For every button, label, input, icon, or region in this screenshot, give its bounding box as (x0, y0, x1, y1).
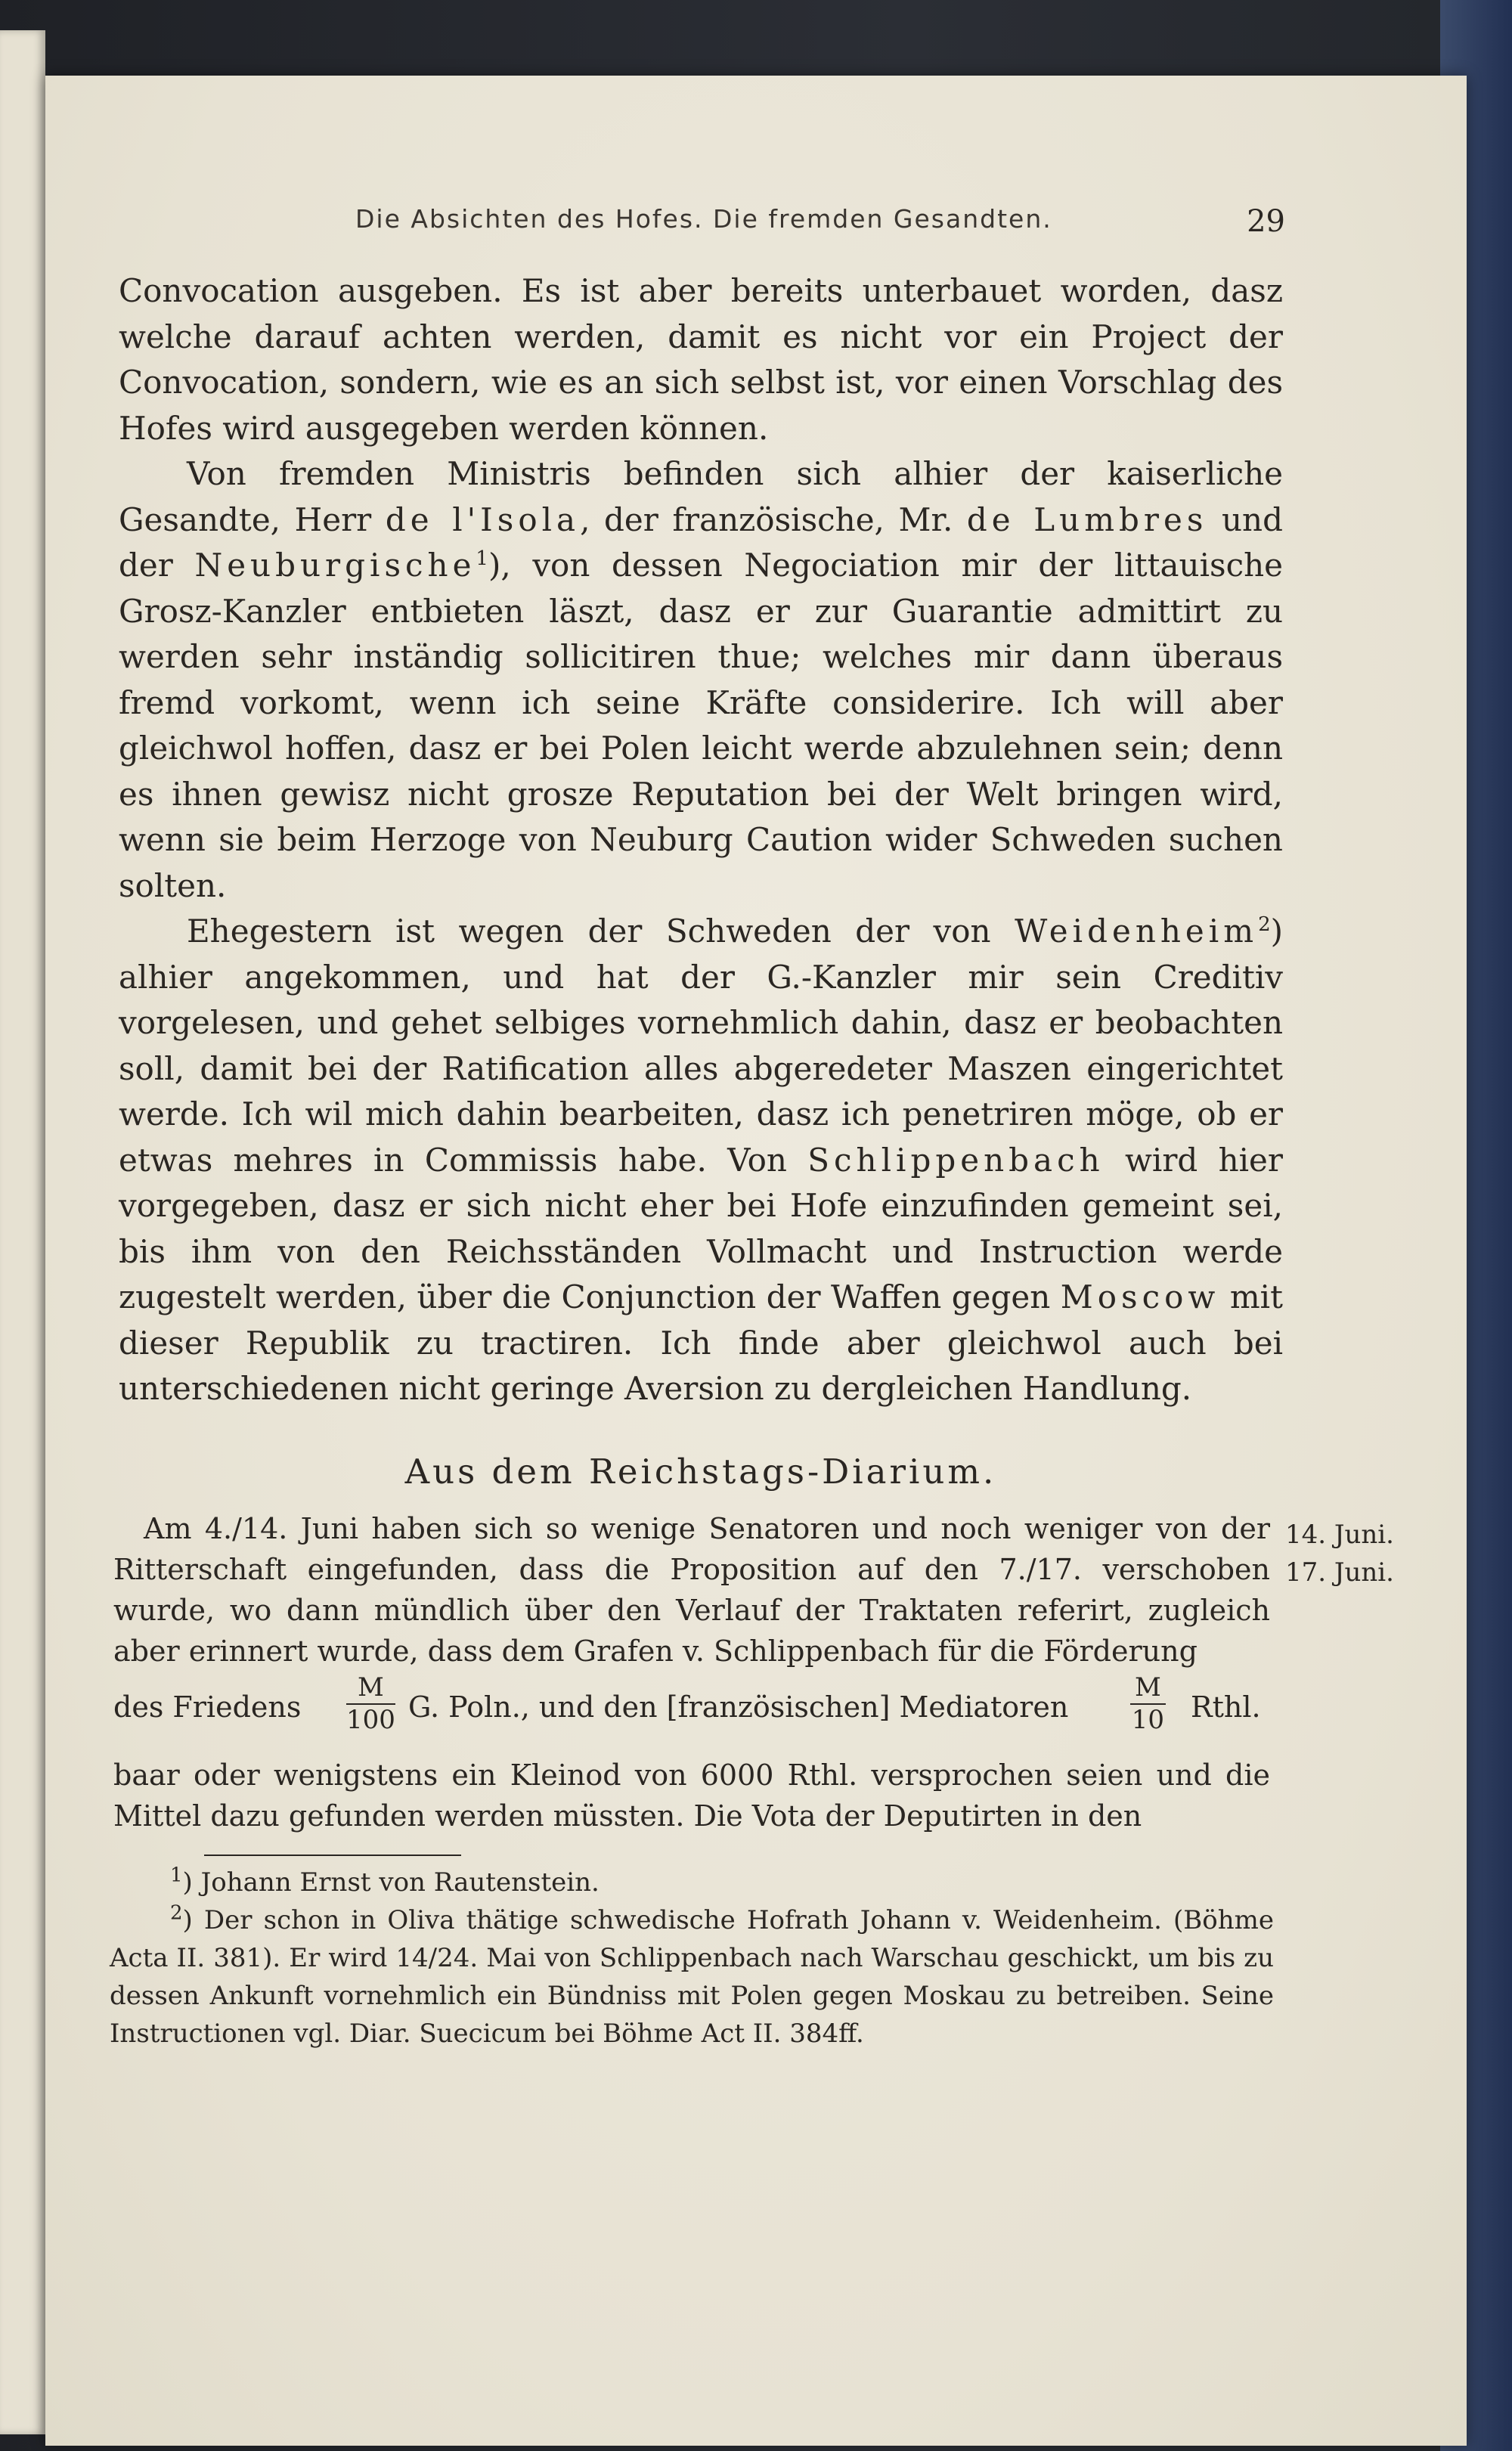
fraction-1-denominator: 100 (346, 1705, 395, 1735)
frac-prefix: des Friedens (113, 1690, 302, 1724)
p3-text-c: wird hier vorgegeben, dasz er sich nicht eher bei Hofe einzufinden gemeint sei, bis ihm von den Reichsständen Vollmacht und Instruction werde zugestelt werden, über die Conjunction der Waffen gegen (119, 1141, 1283, 1315)
letter-body (119, 268, 1283, 1412)
diary-paragraph-2: baar oder wenigstens ein Kleinod von 6000 Rthl. versprochen seien und die Mittel dazu gefunden werden müssten. Die Vota der Deputirten in den (113, 1758, 1270, 1833)
footnote-1-text: ) Johann Ernst von Rautenstein. (182, 1867, 600, 1898)
footnotes (110, 1864, 1274, 2053)
p2-text-b: , der französische, Mr. (580, 500, 967, 538)
footnote-2-mark: 2 (170, 1901, 183, 1925)
fraction-2 (1130, 1672, 1166, 1735)
running-title: Die Absichten des Hofes. Die fremden Gesandten. (355, 204, 1052, 234)
margin-note-1: 14. Juni. (1285, 1520, 1394, 1550)
fraction-1 (346, 1672, 395, 1735)
diary-body (113, 1508, 1270, 1836)
footnote-ref-2: 2 (1258, 913, 1271, 936)
p3-text-a: Ehegestern ist wegen der Schweden der von (187, 913, 1015, 950)
page-number: 29 (1247, 204, 1285, 239)
fraction-line (113, 1672, 1270, 1755)
paragraph-1: Convocation ausgeben. Es ist aber bereits unterbauet worden, dasz welche darauf achten werden, damit es nicht vor ein Project der Convocation, sondern, wie es an sich selbst ist, vor einen Vorschlag des Hofes wird ausgegeben werden können. (119, 272, 1283, 447)
footnote-ref-1: 1 (476, 547, 488, 570)
name-moscow: Moscow (1060, 1278, 1220, 1315)
fraction-1-numerator: M (346, 1672, 395, 1705)
footnote-1-mark: 1 (170, 1864, 183, 1887)
diary-paragraph-1: Am 4./14. Juni haben sich so wenige Senatoren und noch weniger von der Ritterschaft eingefunden, dass die Proposition auf den 7./17. verschoben wurde, wo dann mündlich über den Verlauf der Traktaten referirt, zugleich aber erinnert wurde, dass dem Grafen v. Schlippenbach für die Förderung (113, 1512, 1270, 1668)
name-schlippenbach: Schlippenbach (807, 1141, 1105, 1179)
p2-text-a: Von fremden Ministris befinden sich alhier der kaiserliche Gesandte, Herr (119, 455, 1283, 538)
name-lumbres: de Lumbres (966, 500, 1208, 538)
footnote-1 (110, 1864, 1274, 1901)
name-isola: de l'Isola (385, 500, 581, 538)
section-heading: Aus dem Reichstags-Diarium. (404, 1452, 997, 1492)
margin-note-2: 17. Juni. (1285, 1557, 1394, 1588)
p3-text-b: ) alhier angekommen, und hat der G.-Kanzler mir sein Creditiv vorgelesen, und gehet selbiges vornehmlich dahin, dasz er beobachten soll, damit bei der Ratification alles abgeredeter Maszen eingerichtet werde. Ich wil mich dahin bearbeiten, dasz ich penetriren möge, ob er etwas mehres in Commissis habe. Von (119, 913, 1283, 1179)
footnote-2-text: ) Der schon in Oliva thätige schwedische Hofrath Johann v. Weidenheim. (Böhme Acta II. 381). Er wird 14/24. Mai von Schlippenbach nach Warschau geschickt, um bis zu dessen Ankunft vornehmlich ein Bündniss mit Polen gegen Moskau zu betreiben. Seine Instructionen vgl. Diar. Suecicum bei Böhme Act II. 384ff. (110, 1905, 1274, 2049)
running-header (310, 204, 1285, 242)
p2-text-d: ), von dessen Negociation mir der littauische Grosz-Kanzler entbieten läszt, dasz er zur Guarantie admittirt zu werden sehr inständig sollicitiren thue; welches mir dann überaus fremd vorkomt, wenn ich seine Kräfte considerire. Ich will aber gleichwol hoffen, dasz er bei Polen leicht werde abzulehnen sein; denn es ihnen gewisz nicht grosze Reputation bei der Welt bringen wird, wenn sie beim Herzoge von Neuburg Caution wider Schweden suchen solten. (119, 547, 1283, 904)
p3-text-d: mit dieser Republik zu tractiren. Ich finde aber gleichwol auch bei unterschiedenen nicht geringe Aversion zu dergleichen Handlung. (119, 1278, 1283, 1407)
footnote-2 (110, 1901, 1274, 2053)
name-weidenheim: Weidenheim (1015, 913, 1259, 950)
paragraph-2 (119, 451, 1283, 909)
p2-text-c: und der (119, 500, 1283, 584)
frac-mid: G. Poln., und den [französischen] Mediatoren (408, 1690, 1069, 1724)
facing-page-edge (0, 30, 45, 2434)
paragraph-3 (119, 909, 1283, 1412)
fraction-2-denominator: 10 (1131, 1705, 1165, 1735)
frac-suffix: Rthl. (1191, 1690, 1261, 1724)
footnote-rule (204, 1855, 461, 1856)
fraction-2-numerator: M (1130, 1672, 1166, 1705)
name-neuburg: Neuburgische (194, 547, 476, 584)
